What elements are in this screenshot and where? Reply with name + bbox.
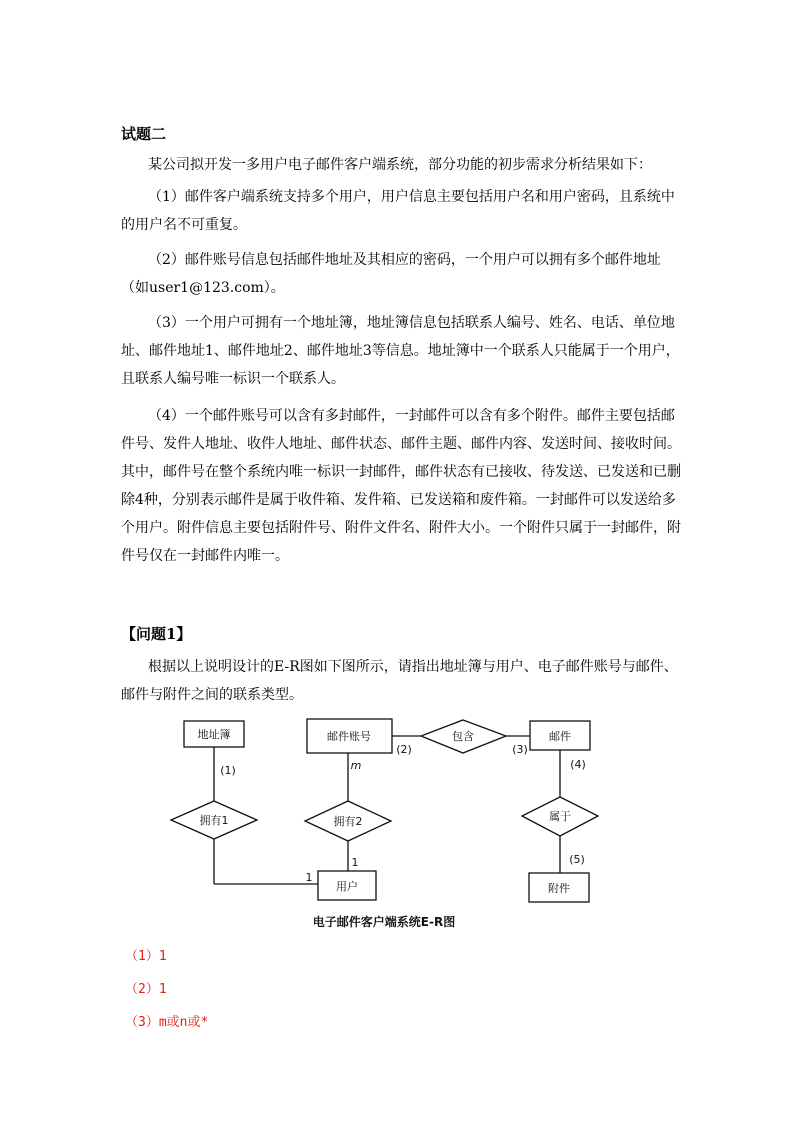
cardinality-label-3: (3) (512, 743, 528, 756)
relationship-diamond-belong (522, 797, 598, 836)
relationship-diamond-own2 (305, 801, 391, 841)
question-title: 【问题1】 (121, 625, 192, 643)
entity-box-user (318, 871, 376, 900)
entity-box-mail (530, 721, 590, 750)
relationship-belong: 属于 (549, 810, 571, 823)
entity-box-attachment (529, 873, 589, 902)
requirement-3: （3）一个用户可拥有一个地址簿，地址簿信息包括联系人编号、姓名、电话、单位地址、邮件地址1、邮件地址2、邮件地址3等信息。地址簿中一个联系人只能属于一个用户，且联系人编号唯一标识一个联系人。 (121, 315, 680, 387)
cardinality-label-1: (1) (220, 764, 236, 777)
relationship-own2: 拥有2 (333, 815, 363, 828)
requirement-4: （4）一个邮件账号可以含有多封邮件，一封邮件可以含有多个附件。邮件主要包括邮件号、发件人地址、收件人地址、邮件状态、邮件主题、邮件内容、发送时间、接收时间。其中，邮件号在整个系统内唯一标识一封邮件，邮件状态有已接收、待发送、已发送和已删除4种，分别表示邮件是属于收件箱、发件箱、已发送箱和废件箱。一封邮件可以发送给多个用户。附件信息主要包括附件号、附件文件名、附件大小。一个附件只属于一封邮件，附件号仅在一封邮件内唯一。 (121, 408, 681, 564)
answer-3: （3）m或n或* (125, 1015, 209, 1030)
intro-paragraph: 某公司拟开发一多用户电子邮件客户端系统，部分功能的初步需求分析结果如下： (148, 157, 652, 173)
entity-box-address-book (184, 721, 244, 747)
diagram-caption: 电子邮件客户端系统E-R图 (312, 915, 456, 929)
entity-mail-account: 邮件账号 (327, 730, 371, 743)
entity-attachment: 附件 (548, 882, 570, 895)
question-text: 根据以上说明设计的E-R图如下图所示，请指出地址簿与用户、电子邮件账号与邮件、邮件与附件之间的联系类型。 (121, 659, 678, 703)
cardinality-1-own1-user: 1 (305, 871, 313, 884)
entity-user: 用户 (336, 880, 358, 893)
cardinality-m: m (350, 759, 362, 772)
requirement-1: （1）邮件客户端系统支持多个用户，用户信息主要包括用户名和用户密码，且系统中的用户名不可重复。 (121, 189, 675, 233)
requirement-2: （2）邮件账号信息包括邮件地址及其相应的密码，一个用户可以拥有多个邮件地址（如user1@123.com）。 (121, 252, 661, 296)
cardinality-1-own2-user: 1 (351, 856, 359, 869)
answer-1: （1）1 (125, 949, 167, 964)
relationship-diamond-contain (421, 720, 506, 753)
entity-mail: 邮件 (549, 730, 571, 743)
relationship-own1: 拥有1 (199, 814, 229, 827)
entity-address-book: 地址簿 (197, 728, 231, 741)
cardinality-label-2: (2) (396, 743, 412, 756)
cardinality-label-4: (4) (570, 758, 586, 771)
cardinality-label-5: (5) (569, 853, 585, 866)
relationship-diamond-own1 (171, 801, 257, 839)
answer-2: （2）1 (125, 982, 167, 997)
entity-box-mail-account (307, 719, 392, 753)
document-title: 试题二 (121, 125, 167, 143)
relationship-contain: 包含 (452, 730, 474, 743)
